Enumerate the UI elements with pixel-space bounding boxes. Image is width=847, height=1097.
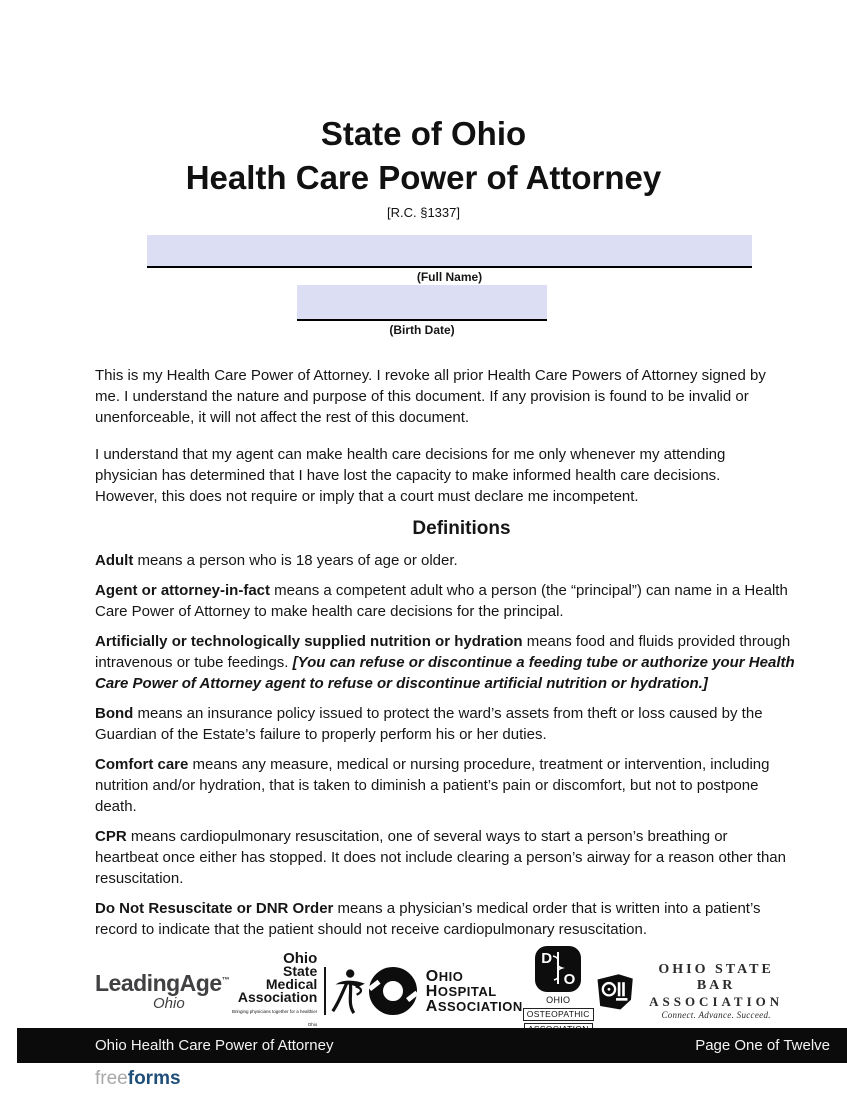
footer-page-number: Page One of Twelve — [695, 1037, 830, 1054]
freeforms-free: free — [95, 1068, 128, 1089]
definition-term: Bond — [95, 705, 134, 722]
definition-comfort-care — [95, 754, 795, 817]
full-name-label: (Full Name) — [416, 270, 483, 284]
association-logo-strip — [95, 949, 790, 1033]
ooa-letter-o: O — [563, 971, 576, 988]
osba-tagline: Connect. Advance. Succeed. — [661, 1010, 771, 1020]
full-name-field-group — [147, 235, 752, 284]
ooa-line2: OSTEOPATHIC — [523, 1008, 594, 1021]
osma-figure-icon — [330, 965, 367, 1017]
definition-agent — [95, 580, 795, 622]
definition-term: Do Not Resuscitate or DNR Order — [95, 900, 334, 917]
definition-text: means food and fluids provided through intravenous or tube feedings. — [95, 633, 791, 671]
page-footer-bar — [17, 1028, 847, 1063]
definition-text: means an insurance policy issued to protect the ward’s assets from theft or loss caused by the Guardian of the Estate’s failure to properly perform his or her duties. — [95, 705, 763, 743]
intro-paragraph-revocation: This is my Health Care Power of Attorney. I revoke all prior Health Care Powers of Attorney signed by me. I understand the nature and purpose of this document. If any provision is found to be invalid or unenforceable, it will not affect the rest of this document. — [95, 367, 766, 426]
definition-bond — [95, 703, 795, 745]
osma-wordmark — [229, 949, 318, 1031]
definition-text: means a person who is 18 years of age or older. — [133, 552, 458, 569]
definition-term: Artificially or technologically supplied nutrition or hydration — [95, 633, 523, 650]
birth-date-label: (Birth Date) — [389, 323, 455, 337]
oha-line2: HOSPITAL — [425, 982, 497, 1000]
oha-line1: OHIO — [425, 967, 464, 985]
definition-artificial-nutrition — [95, 631, 795, 694]
definition-italic-note: [You can refuse or discontinue a feeding tube or authorize your Health Care Power of Attorney agent to refuse or discontinue artificial nutrition or hydration.] — [95, 654, 795, 692]
statute-reference: [R.C. §1337] — [387, 205, 460, 220]
oha-ring-icon — [367, 965, 419, 1017]
trademark-symbol: ™ — [221, 975, 230, 985]
osma-tagline: Bringing physicians together for a healthier Ohio — [231, 1008, 318, 1027]
ooa-letter-d: D — [541, 950, 553, 967]
ooa-line1: OHIO — [546, 995, 571, 1005]
leadingage-wordmark — [95, 970, 229, 997]
osma-line2: State Medical — [265, 962, 318, 992]
full-name-input[interactable] — [147, 235, 752, 268]
ohio-state-bar-association-logo — [594, 962, 790, 1020]
definition-term: CPR — [95, 828, 127, 845]
ohio-state-medical-association-logo — [229, 949, 367, 1031]
ohio-osteopathic-association-logo — [523, 946, 594, 1036]
title-doc-type: Health Care Power of Attorney — [185, 159, 662, 196]
birth-date-input[interactable] — [297, 285, 547, 321]
oha-line3: ASSOCIATION — [425, 997, 523, 1015]
osba-line1: OHIO STATE BAR — [658, 962, 774, 993]
definitions-heading: Definitions — [412, 518, 511, 539]
title-state: State of Ohio — [320, 115, 527, 152]
definition-term: Comfort care — [95, 756, 189, 773]
osba-column-icon — [594, 968, 635, 1014]
footer-document-title: Ohio Health Care Power of Attorney — [95, 1037, 334, 1054]
osba-wordmark — [642, 962, 790, 1020]
birth-date-field-group — [297, 285, 547, 337]
ooa-emblem-icon — [535, 946, 581, 992]
definition-cpr — [95, 826, 795, 889]
definition-text: means any measure, medical or nursing procedure, treatment or intervention, including nutrition and/or hydration, that is taken to diminish a patient’s pain or discomfort, but not to postpone death. — [95, 756, 770, 815]
freeforms-forms: forms — [127, 1068, 181, 1089]
freeforms-logo — [95, 1068, 181, 1090]
definition-text: means a physician’s medical order that is written into a patient’s record to indicate that the patient should not receive cardiopulmonary resuscitation. — [95, 900, 761, 938]
oha-wordmark — [426, 969, 523, 1014]
document-title-block — [0, 112, 847, 221]
ohio-hospital-association-logo — [367, 965, 523, 1017]
osba-line2: ASSOCIATION — [649, 994, 784, 1009]
definition-text: means a competent adult who a person (the “principal”) can name in a Health Care Power of Attorney to make health care decisions for the principal. — [95, 582, 788, 620]
definition-term: Agent or attorney-in-fact — [95, 582, 271, 599]
osma-divider — [324, 967, 326, 1015]
leadingage-region: Ohio — [153, 995, 185, 1012]
definition-term: Adult — [95, 552, 134, 569]
intro-paragraph-agent-authority: I understand that my agent can make health care decisions for me only whenever my attending physician has determined that I have lost the capacity to make informed health care decisions. However, this does not require or imply that a court must declare me incompetent. — [95, 446, 726, 505]
osma-line3: Association — [237, 988, 318, 1005]
definition-dnr-order — [95, 898, 795, 940]
leadingage-ohio-logo — [95, 970, 229, 1012]
leadingage-name: LeadingAge — [95, 970, 222, 996]
definition-text: means cardiopulmonary resuscitation, one of several ways to start a person’s breathing or heartbeat once either has stopped. It does not include clearing a person’s airway for a reason other than resuscitation. — [95, 828, 786, 887]
definition-adult — [95, 550, 795, 571]
osma-line1: Ohio — [283, 949, 318, 967]
